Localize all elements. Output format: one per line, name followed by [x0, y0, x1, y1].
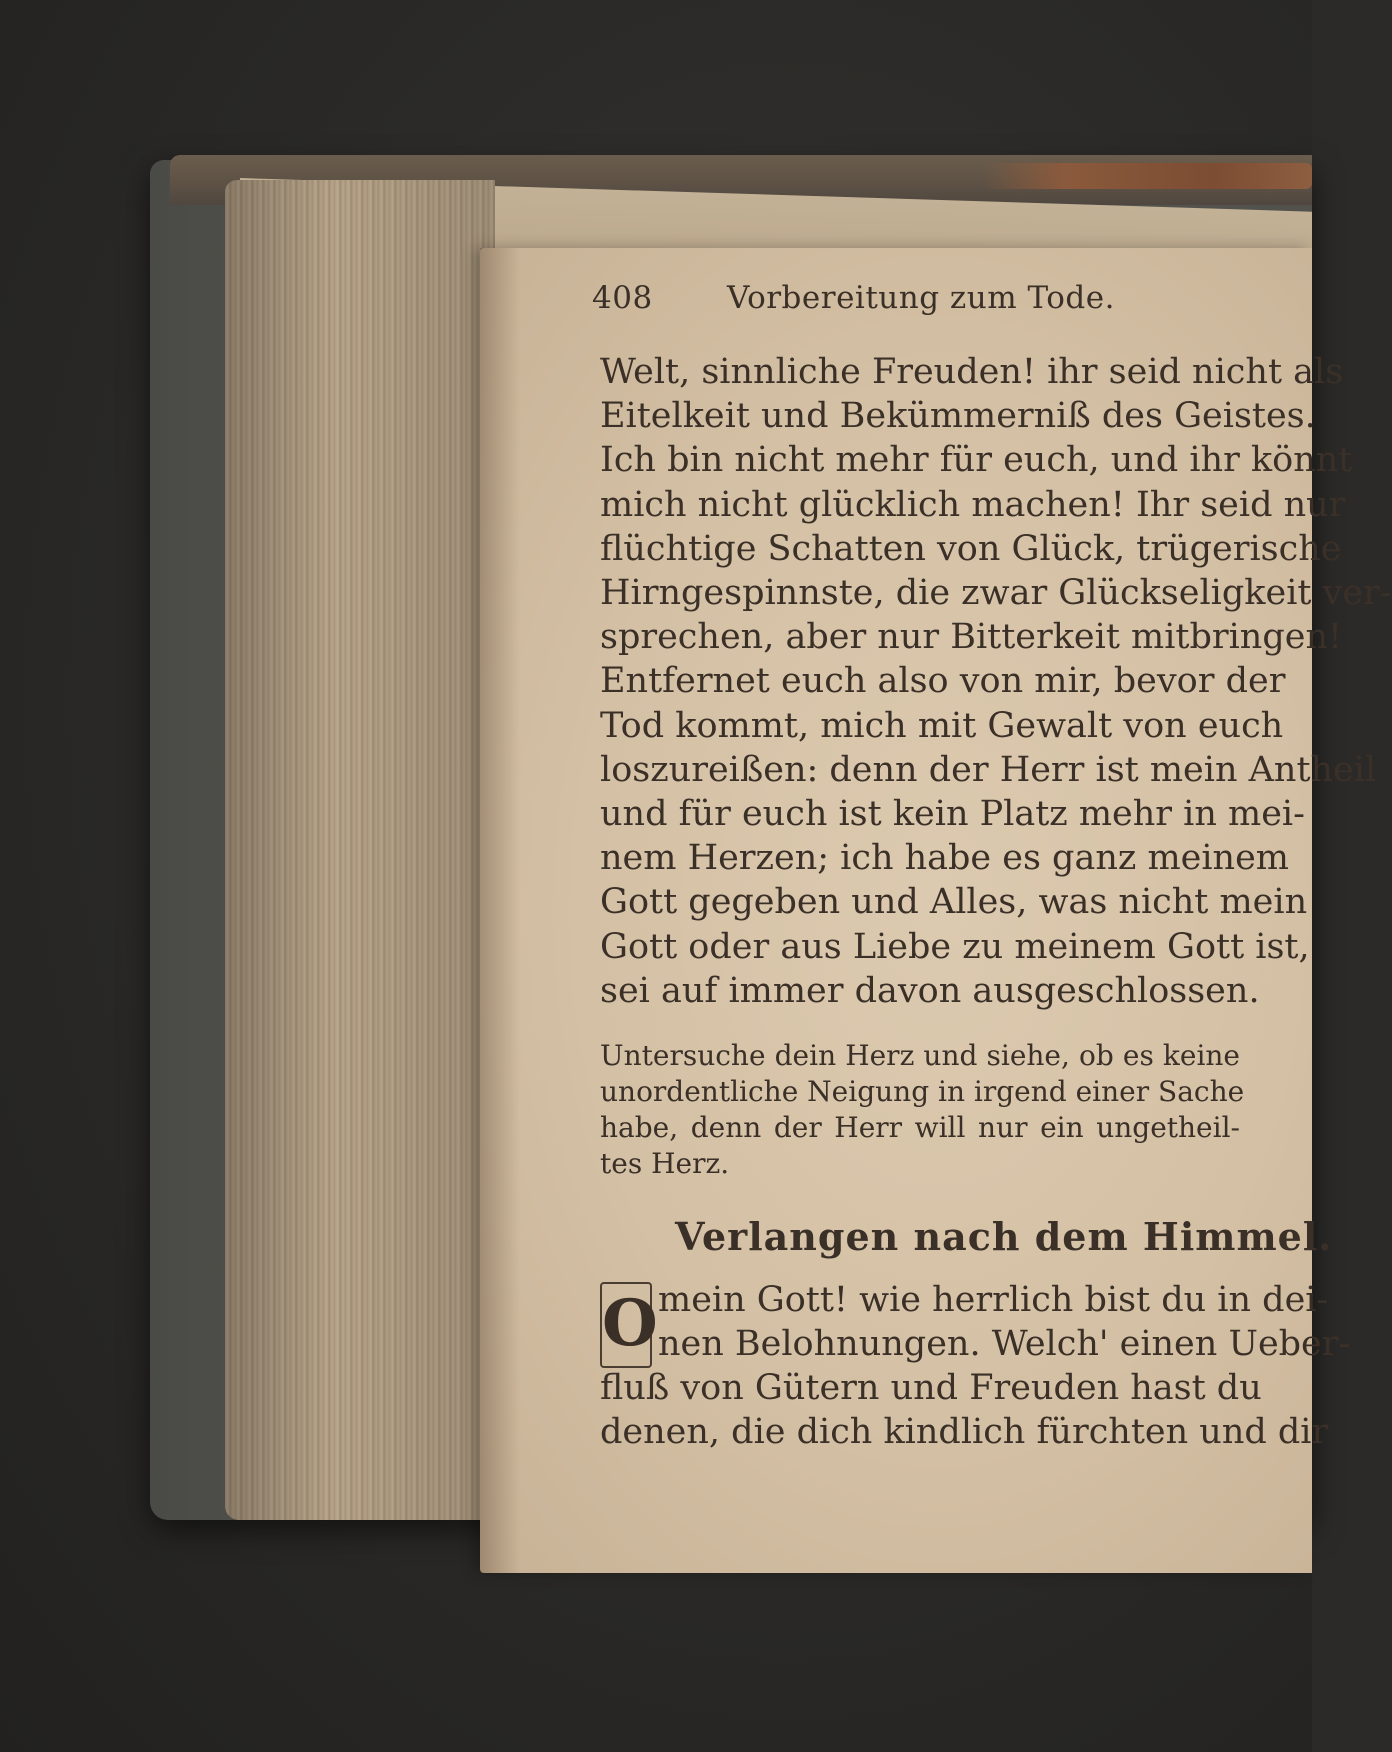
body-line: Hirngespinnste, die zwar Glückseligkeit ver-: [600, 573, 1392, 614]
body-line: sprechen, aber nur Bitterkeit mitbringen!: [600, 617, 1343, 658]
prayer-line: nen Belohnungen. Welch' einen Ueber-: [658, 1324, 1351, 1364]
body-line: Eitelkeit und Bekümmerniß des Geistes.: [600, 396, 1316, 437]
prayer-line: mein Gott! wie herrlich bist du in dei-: [658, 1280, 1329, 1320]
body-line: Entfernet euch also von mir, bevor der: [600, 661, 1286, 702]
note-line: unordentliche Neigung in irgend einer Sache: [600, 1075, 1245, 1108]
body-text: [600, 350, 1392, 1013]
running-head: Vorbereitung zum Tode.: [727, 280, 1115, 316]
body-line: mich nicht glücklich machen! Ihr seid nur: [600, 484, 1346, 525]
body-line: Tod kommt, mich mit Gewalt von euch: [600, 705, 1284, 746]
section-heading: Verlangen nach dem Himmel.: [675, 1214, 1333, 1259]
body-line: Welt, sinnliche Freuden! ihr seid nicht als: [600, 352, 1344, 392]
exhortation-note: [600, 1038, 1245, 1182]
body-line: Gott gegeben und Alles, was nicht mein: [600, 882, 1308, 923]
prayer-line: fluß von Gütern und Freuden hast du: [600, 1368, 1262, 1408]
note-line: tes Herz.: [600, 1147, 730, 1180]
body-line: Gott oder aus Liebe zu meinem Gott ist,: [600, 926, 1310, 967]
worn-edge: [982, 163, 1312, 189]
page-edges-side: [225, 180, 495, 1520]
body-line: nem Herzen; ich habe es ganz meinem: [600, 838, 1289, 879]
page-number: 408: [592, 280, 653, 316]
page-gutter: [480, 248, 520, 1573]
prayer-line: denen, die dich kindlich fürchten und dir: [600, 1412, 1329, 1452]
book-page: [480, 248, 1392, 1573]
body-line: und für euch ist kein Platz mehr in mei-: [600, 794, 1305, 835]
note-line: Untersuche dein Herz und siehe, ob es keine: [600, 1039, 1240, 1072]
body-line: sei auf immer davon ausgeschlossen.: [600, 970, 1260, 1011]
body-line: flüchtige Schatten von Glück, trügerische: [600, 528, 1342, 569]
drop-cap: O: [600, 1282, 652, 1368]
note-line: habe, denn der Herr will nur ein ungetheil-: [600, 1111, 1240, 1144]
page-header: [592, 280, 1115, 316]
prayer-text: [600, 1278, 1351, 1454]
body-line: Ich bin nicht mehr für euch, und ihr könnt: [600, 440, 1353, 481]
body-line: loszureißen: denn der Herr ist mein Antheil: [600, 749, 1377, 790]
